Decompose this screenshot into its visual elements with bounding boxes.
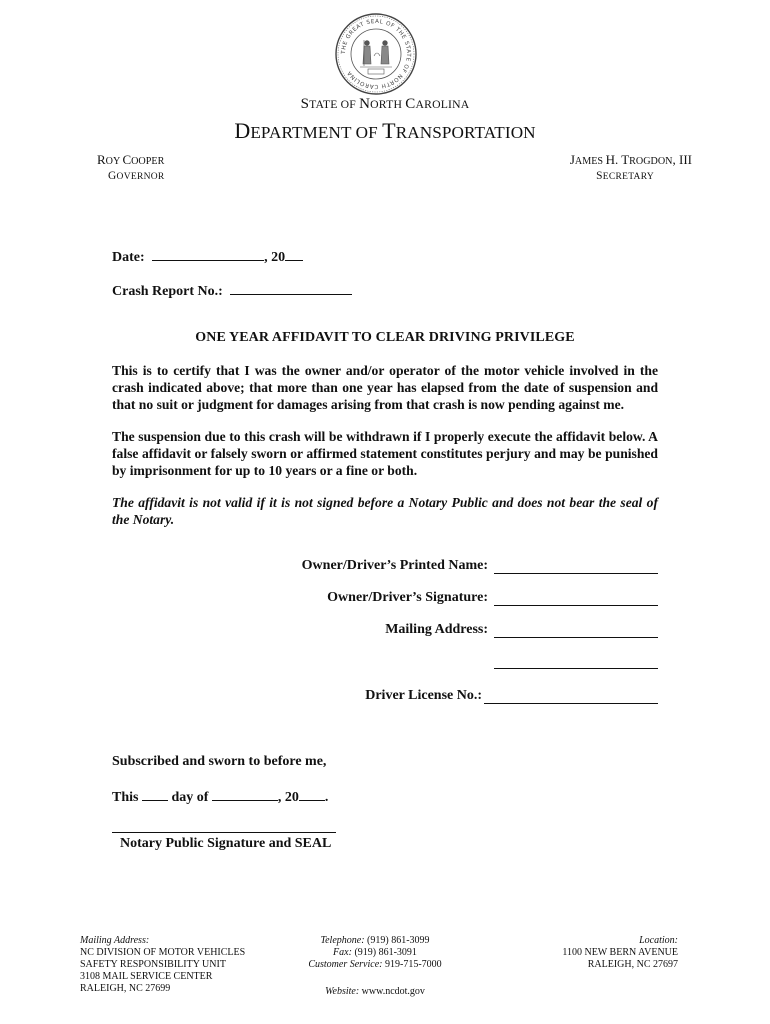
secretary-title: SECRETARY — [596, 170, 654, 182]
printed-name-blank[interactable] — [494, 561, 658, 574]
mailing-address-blank[interactable] — [494, 625, 658, 638]
printed-name-label: Owner/Driver’s Printed Name: — [301, 558, 488, 573]
day-of-label: day of — [171, 790, 209, 805]
year-prefix: , 20 — [264, 250, 286, 265]
footer-mailing-line: SAFETY RESPONSIBILITY UNIT — [80, 959, 226, 970]
footer-mailing-line: 3108 MAIL SERVICE CENTER — [80, 971, 213, 982]
state-name-heading: STATE OF NORTH CAROLINA — [300, 96, 470, 112]
footer-location-label: Location: — [639, 935, 678, 946]
this-label: This — [112, 790, 139, 805]
crash-report-label: Crash Report No.: — [112, 284, 223, 299]
driver-license-blank[interactable] — [484, 691, 658, 704]
crash-report-field[interactable] — [112, 282, 352, 300]
notary-signature-label: Notary Public Signature and SEAL — [120, 836, 332, 851]
footer-location-line: RALEIGH, NC 27697 — [587, 959, 678, 970]
secretary-name: JAMES H. TROGDON, III — [569, 152, 692, 167]
signature-blank[interactable] — [494, 593, 658, 606]
footer-mailing-line: NC DIVISION OF MOTOR VEHICLES — [80, 947, 246, 958]
crash-report-blank[interactable] — [230, 282, 352, 295]
department-heading: DEPARTMENT OF TRANSPORTATION — [234, 118, 536, 143]
signature-label: Owner/Driver’s Signature: — [327, 590, 488, 605]
printed-name-field[interactable] — [302, 558, 658, 574]
date-field[interactable] — [112, 248, 303, 266]
footer-website: Website: www.ncdot.gov — [325, 986, 425, 997]
state-seal-icon — [334, 12, 418, 96]
mailing-address-line2-blank[interactable] — [494, 656, 658, 669]
certification-paragraph: This is to certify that I was the owner and/or operator of the motor vehicle involved in the crash indicated above; that more than one year has elapsed from the date of suspension and that no suit or judgment for damages arising from that crash is now pending against me. — [112, 363, 658, 412]
affidavit-title: ONE YEAR AFFIDAVIT TO CLEAR DRIVING PRIVILEGE — [195, 330, 575, 345]
sworn-statement: Subscribed and sworn to before me, — [112, 754, 327, 769]
footer-location-line: 1100 NEW BERN AVENUE — [562, 947, 678, 958]
month-blank[interactable] — [212, 788, 278, 801]
year-blank[interactable] — [285, 248, 303, 261]
governor-name: ROY COOPER — [97, 152, 165, 167]
suspension-paragraph: The suspension due to this crash will be withdrawn if I properly execute the affidavit below. A false affidavit or falsely sworn or affirmed statement constitutes perjury and may be punished by imprisonment for up to 10 years or a fine or both. — [112, 429, 658, 478]
footer-customer-service: Customer Service: 919-715-7000 — [308, 959, 442, 970]
mailing-address-line2-field[interactable] — [488, 656, 658, 669]
website-link[interactable]: www.ncdot.gov — [361, 986, 425, 997]
footer-fax: Fax: (919) 861-3091 — [333, 947, 417, 958]
notary-year-blank[interactable] — [299, 788, 325, 801]
svg-text:THE GREAT SEAL OF THE STATE OF — [341, 19, 411, 89]
seal-ring-text: THE GREAT SEAL OF THE STATE OF NORTH CAROLINA — [340, 18, 412, 90]
footer-mailing-address — [80, 935, 245, 995]
footer-telephone: Telephone: (919) 861-3099 — [320, 935, 430, 946]
notary-requirement-paragraph: The affidavit is not valid if it is not signed before a Notary Public and does not bear the seal of the Notary. — [112, 495, 658, 527]
date-label: Date: — [112, 250, 145, 265]
mailing-address-field[interactable] — [385, 622, 658, 638]
notary-period: . — [324, 790, 329, 805]
signature-field[interactable] — [327, 590, 658, 606]
footer-location — [562, 935, 678, 971]
footer-contact — [300, 935, 450, 971]
day-blank[interactable] — [142, 788, 168, 801]
governor-title: GOVERNOR — [108, 170, 165, 182]
notary-date-field[interactable] — [112, 788, 328, 806]
date-blank[interactable] — [152, 248, 264, 261]
footer-mailing-label: Mailing Address: — [80, 935, 150, 946]
mailing-address-label: Mailing Address: — [385, 622, 488, 637]
notary-year-prefix: , 20 — [277, 790, 299, 805]
driver-license-label: Driver License No.: — [365, 688, 482, 703]
footer-mailing-line: RALEIGH, NC 27699 — [80, 983, 171, 994]
notary-signature-line[interactable] — [112, 832, 336, 833]
driver-license-field[interactable] — [365, 688, 658, 704]
